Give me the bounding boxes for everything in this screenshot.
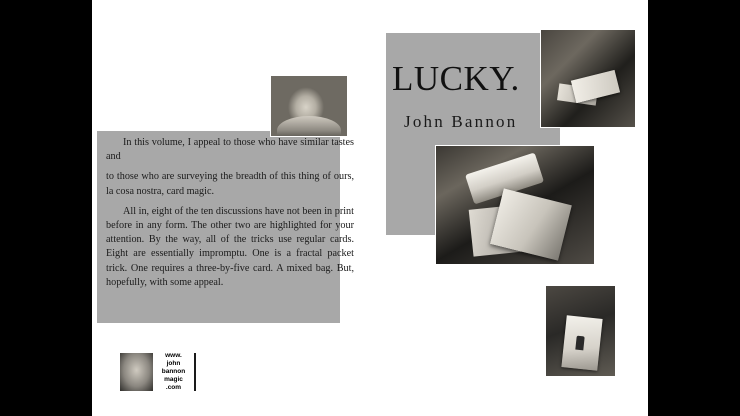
website-logo-block[interactable] <box>119 352 197 392</box>
card-on-table-photo <box>540 29 636 128</box>
logo-line-5: .com <box>153 384 194 392</box>
hand-with-cards-photo <box>435 145 595 265</box>
paragraph-2: to those who are surveying the breadth of this thing of ours, la cosa nostra, card magic. <box>106 171 354 197</box>
page-title: LUCKY. <box>392 59 520 98</box>
logo-line-4: magic <box>153 376 194 384</box>
author-portrait-photo <box>270 75 348 137</box>
paragraph-1: In this volume, I appeal to those who have similar tastes and <box>106 137 354 163</box>
body-text-block <box>106 136 354 296</box>
author-name: John Bannon <box>404 112 518 131</box>
logo-url-lines <box>153 352 194 391</box>
card-closeup-photo <box>545 285 616 377</box>
logo-line-2: john <box>153 360 194 368</box>
paragraph-3: All in, eight of the ten discussions have not been in print before in any form. The other two are highlighted for your attention. By the way, all of the tricks use regular cards. Eight are essentially impromptu. One is a fractal packet trick. One requires a three-by-five card. A mixed bag. But, hopefully, with some appeal. <box>106 205 354 288</box>
logo-line-1: www. <box>153 352 194 360</box>
logo-portrait-thumbnail <box>120 353 153 391</box>
logo-line-3: bannon <box>153 368 194 376</box>
